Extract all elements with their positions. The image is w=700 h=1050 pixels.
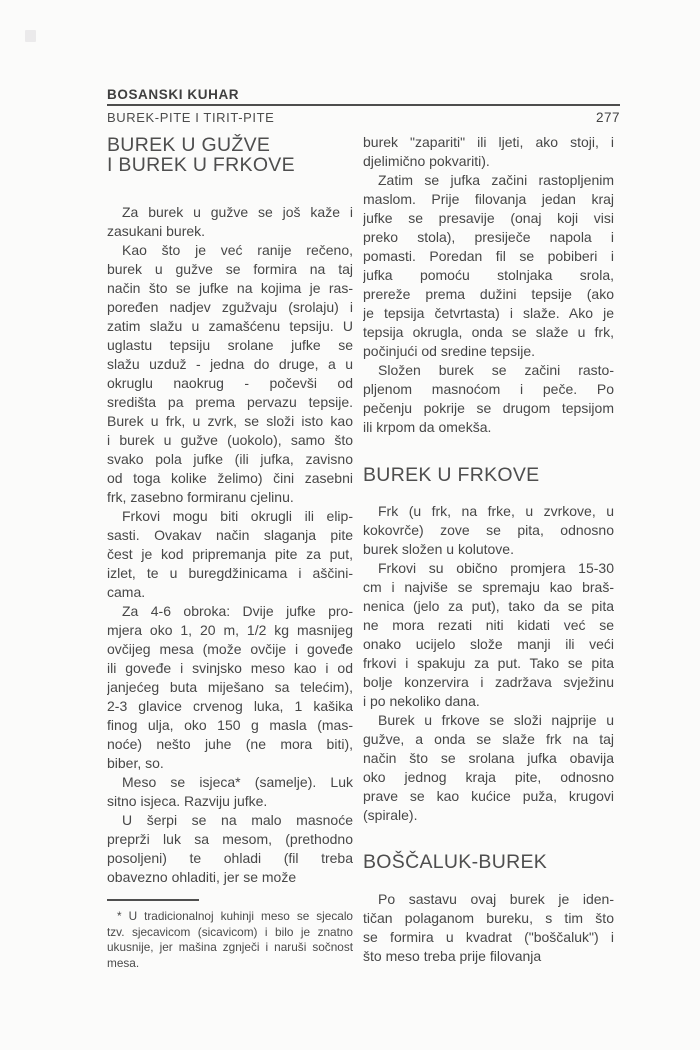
text-line: izlet, te u buregdžinicama i aščini- bbox=[107, 565, 353, 581]
text-line: sasti. Ovakav način slaganja pite bbox=[107, 527, 353, 543]
section-heading-line: I BUREK U FRKOVE bbox=[107, 154, 295, 176]
text-line: pečenju pokrije se drugom tepsijom bbox=[363, 400, 614, 416]
text-line: (spirale). bbox=[363, 807, 418, 823]
text-line: prave se kao kućice puža, krugovi bbox=[363, 788, 614, 804]
paragraph bbox=[363, 502, 614, 559]
paragraph bbox=[107, 241, 353, 507]
text-line: cama. bbox=[107, 584, 146, 600]
text-line: ili krpom da omekša. bbox=[363, 419, 492, 435]
text-line: * U tradicionalnoj kuhinji meso se sjecalo bbox=[117, 909, 353, 923]
book-title: BOSANSKI KUHAR bbox=[107, 87, 240, 102]
text-line: mjera oko 1, 20 m, 1/2 kg masnijeg bbox=[107, 622, 353, 638]
text-line: počinjući od sredine tepsije. bbox=[363, 343, 535, 359]
text-line: bolje konzervira i zadržava svježinu bbox=[363, 674, 614, 690]
text-line: tepsija okrugla, onda se slaže u frk, bbox=[363, 324, 614, 340]
text-line: način što se jufke na kojima je ras- bbox=[107, 280, 353, 296]
text-line: središta pa prema pervazu tepsije. bbox=[107, 394, 353, 410]
text-line: cm i najviše se spremaju kao braš- bbox=[363, 579, 614, 595]
text-line: i po nekoliko dana. bbox=[363, 693, 480, 709]
text-line: tzv. sjecavicom (sicavicom) i bilo je znatno bbox=[107, 924, 353, 939]
text-line: nenica (jelo za put), tako da se pita bbox=[363, 598, 614, 614]
text-line: Frkovi mogu biti okrugli ili elip- bbox=[122, 508, 353, 524]
text-line: ukusnije, jer mašina zgnječi i naruši sočnost bbox=[107, 940, 353, 954]
section-heading-line: BUREK U GUŽVE bbox=[107, 134, 271, 156]
paragraph bbox=[363, 133, 614, 171]
text-line: zasukani burek. bbox=[107, 223, 206, 239]
right-column bbox=[363, 133, 614, 966]
section-heading-burek-u-frkove: BUREK U FRKOVE bbox=[363, 464, 540, 486]
text-line: Zatim se jufka začini rastopljenim bbox=[378, 172, 614, 188]
text-line: Po sastavu ovaj burek je iden- bbox=[378, 891, 614, 907]
paragraph bbox=[363, 361, 614, 437]
text-line: oko jednog kraja pite, odnosno bbox=[363, 769, 614, 785]
text-line: okruglu naokrug - počevši od bbox=[107, 375, 353, 391]
paragraph bbox=[107, 203, 353, 241]
text-line: pljenom masnoćom i peče. Po bbox=[363, 381, 614, 397]
section-heading-boscaluk-burek: BOŠČALUK-BUREK bbox=[363, 851, 548, 873]
text-line: onako ucijelo slože manji ili veći bbox=[363, 636, 614, 652]
text-line: biber, so. bbox=[107, 755, 164, 771]
text-line: kokovrče) zove se pita, odnosno bbox=[363, 522, 614, 538]
text-line: Za 4-6 obroka: Dvije jufke pro- bbox=[122, 603, 353, 619]
text-line: mesa. bbox=[107, 955, 140, 970]
paragraph bbox=[363, 171, 614, 361]
text-line: 2-3 glavice crvenog luka, 1 kašika bbox=[107, 698, 353, 714]
chapter-title: BUREK-PITE I TIRIT-PITE bbox=[107, 110, 275, 125]
text-line: burek "zapariti" ili ljeti, ako stoji, i bbox=[363, 134, 614, 150]
text-line: maslom. Prije filovanja jedan kraj bbox=[363, 191, 614, 207]
footnote-text bbox=[107, 909, 353, 971]
text-line: poređen nadjev zgužvaju (srolaju) i bbox=[107, 299, 353, 315]
text-line: preprži luk sa mesom, (prethodno bbox=[107, 831, 353, 847]
text-line: janjećeg buta miješano sa telećim), bbox=[107, 679, 353, 695]
paragraph bbox=[107, 773, 353, 811]
text-line: Frkovi su obično promjera 15-30 bbox=[378, 560, 614, 576]
text-line: ovčijeg mesa (može ovčije i goveđe bbox=[107, 641, 353, 657]
scan-artifact bbox=[25, 30, 36, 42]
text-line: je tepsija četvrtasta) i slaže. Ako je bbox=[363, 305, 614, 321]
section-heading-burek-u-guzve bbox=[107, 135, 353, 175]
paragraph bbox=[363, 559, 614, 711]
text-line: Frk (u frk, na frke, u zvrkove, u bbox=[378, 503, 614, 519]
text-line: način što se srolana jufka obavija bbox=[363, 750, 614, 766]
text-line: jufka pomoću stolnjaka srola, bbox=[363, 267, 614, 283]
paragraph bbox=[107, 602, 353, 773]
text-line: finog ulja, oko 150 g masla (mas- bbox=[107, 717, 353, 733]
text-line: noće) nešto juhe (ne mora biti), bbox=[107, 736, 353, 752]
text-line: se formira u kvadrat ("boščaluk") i bbox=[363, 929, 614, 945]
text-line: tičan polaganom bureku, s tim što bbox=[363, 910, 614, 926]
text-line: posoljeni) te ohladi (fil treba bbox=[107, 850, 353, 866]
text-line: djelimično pokvariti). bbox=[363, 153, 490, 169]
text-line: ne mora rezati niti kidati već se bbox=[363, 617, 614, 633]
running-head-row bbox=[107, 110, 620, 125]
text-line: zatim slažu u zamašćenu tepsiju. U bbox=[107, 318, 353, 334]
text-line: od toga kolike želimo) čini zasebni bbox=[107, 470, 353, 486]
paragraph bbox=[363, 711, 614, 825]
text-line: Burek u frkove se složi najprije u bbox=[378, 712, 614, 728]
footnote bbox=[107, 899, 353, 971]
text-line: i burek u gužve (uokolo), samo što bbox=[107, 432, 353, 448]
footnote-rule bbox=[107, 899, 199, 901]
text-line: obavezno ohladiti, jer se može bbox=[107, 869, 297, 885]
left-column bbox=[107, 203, 353, 887]
text-line: burek u gužve se formira na taj bbox=[107, 261, 353, 277]
text-line: U šerpi se na malo masnoće bbox=[122, 812, 353, 828]
text-line: sitno isjeca. Razviju jufke. bbox=[107, 793, 268, 809]
text-line: Meso se isjeca* (samelje). Luk bbox=[122, 774, 353, 790]
text-line: frkovi i spakuju za put. Tako se pita bbox=[363, 655, 614, 671]
text-line: pomasti. Poredan fil se pobiberi i bbox=[363, 248, 614, 264]
text-line: što meso treba prije filovanja bbox=[363, 948, 542, 964]
paragraph bbox=[107, 507, 353, 602]
text-line: Složen burek se začini rasto- bbox=[378, 362, 614, 378]
text-line: uglastu tepsiju srolane jufke se bbox=[107, 337, 353, 353]
paragraph bbox=[107, 811, 353, 887]
text-line: prereže prema dužini tepsije (ako bbox=[363, 286, 614, 302]
text-line: čest je kod pripremanja pite za put, bbox=[107, 546, 353, 562]
text-line: preko stola), presiječe napola i bbox=[363, 229, 614, 245]
page-number: 277 bbox=[595, 110, 620, 125]
text-line: slažu uzduž - jedna do druge, a u bbox=[107, 356, 353, 372]
text-line: frk, zasebno formiranu cjelinu. bbox=[107, 489, 294, 505]
header-rule bbox=[107, 104, 620, 106]
text-line: burek složen u kolutove. bbox=[363, 541, 514, 557]
text-line: Burek u frk, u zvrk, se složi isto kao bbox=[107, 413, 353, 429]
text-line: jufke se presavije (onaj koji visi bbox=[363, 210, 614, 226]
page-header bbox=[107, 88, 620, 125]
text-line: gužve, a onda se slaže frk na taj bbox=[363, 731, 614, 747]
text-line: Kao što je već ranije rečeno, bbox=[122, 242, 353, 258]
text-line: ili goveđe i svinjsko meso kao i od bbox=[107, 660, 353, 676]
text-line: svako pola jufke (ili jufka, zavisno bbox=[107, 451, 353, 467]
text-line: Za burek u gužve se još kaže i bbox=[122, 204, 353, 220]
paragraph bbox=[363, 890, 614, 966]
